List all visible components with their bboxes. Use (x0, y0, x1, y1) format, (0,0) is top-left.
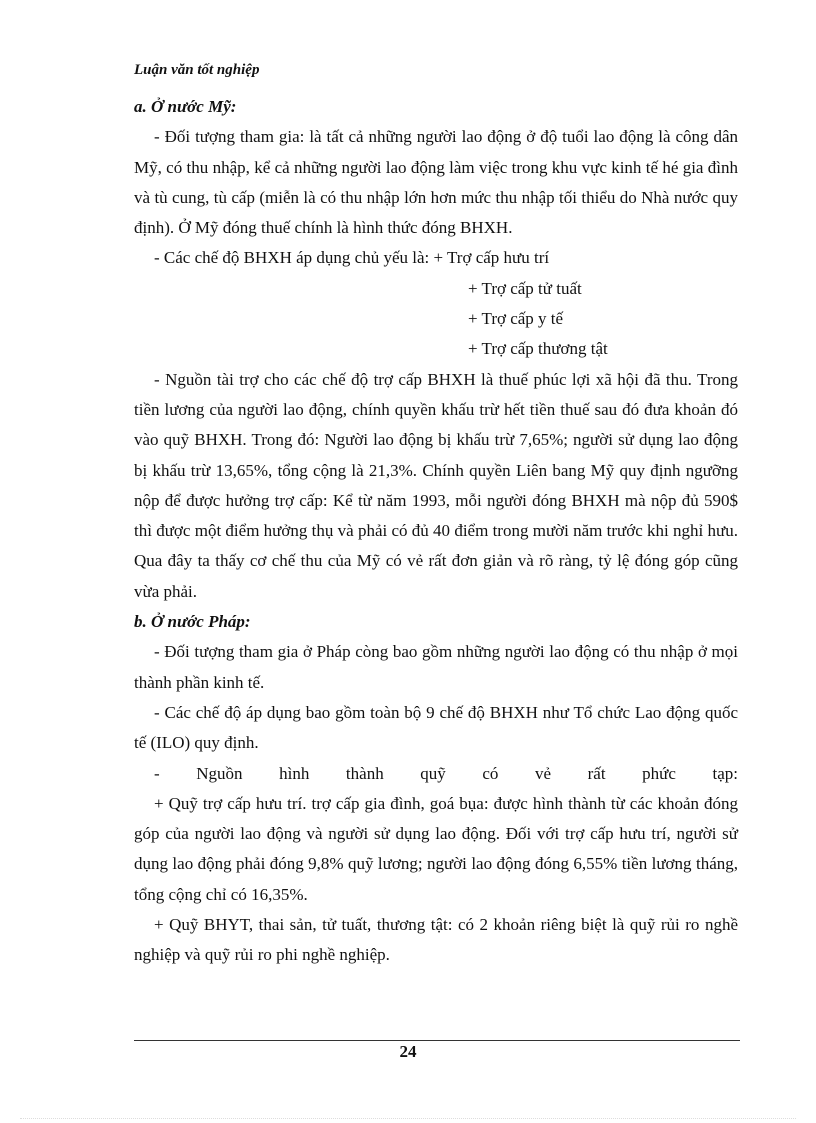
section-b-paragraph-regimes: - Các chế độ áp dụng bao gồm toàn bộ 9 chế độ BHXH như Tổ chức Lao động quốc tế (ILO) quy định. (134, 702, 738, 753)
section-b-heading: b. Ở nước Pháp: (134, 612, 251, 632)
benefit-item: + Trợ cấp tử tuất (468, 278, 582, 298)
section-b-paragraph-pension-fund: + Quỹ trợ cấp hưu trí. trợ cấp gia đình, goá bụa: được hình thành từ các khoản đóng góp của người lao động và người sử dụng lao động. Đối với trợ cấp hưu trí, người sử dụng lao động phải đóng 9,8% quỹ lương; người lao động đóng 6,55% tiền lương tháng, tổng cộng chỉ có 16,35%. (134, 793, 738, 904)
page-bottom-border (20, 1118, 796, 1119)
section-b-paragraph-funding-sources: - Nguồn hình thành quỹ có vẻ rất phức tạp: (154, 763, 738, 783)
benefit-item: + Trợ cấp y tế (468, 309, 564, 329)
section-a-paragraph-funding: - Nguồn tài trợ cho các chế độ trợ cấp BHXH là thuế phúc lợi xã hội đã thu. Trong tiền lương của người lao động, chính quyền khấu trừ hết tiền thuế sau đó đưa khoản đó vào quỹ BHXH. Trong đó: Người lao động bị khấu trừ 7,65%; người sử dụng lao động bị khấu trừ 13,65%, tổng cộng là 21,3%. Chính quyền Liên bang Mỹ quy định ngưỡng nộp để được hưởng trợ cấp: Kể từ năm 1993, mỗi người đóng BHXH mà nộp đủ 590$ thì được một điểm hưởng thụ và phải có đủ 40 điểm trong mười năm trước khi nghỉ hưu. Qua đây ta thấy cơ chế thu của Mỹ có vẻ rất đơn giản và rõ ràng, tỷ lệ đóng góp cũng vừa phải. (134, 369, 738, 601)
document-header: Luận văn tốt nghiệp (134, 62, 260, 78)
document-body (134, 92, 738, 971)
section-a-benefits-lead (134, 243, 738, 273)
section-b-paragraph-participants: - Đối tượng tham gia ở Pháp còng bao gồm những người lao động có thu nhập ở mọi thành phần kinh tế. (134, 642, 738, 692)
page-number: 24 (399, 1042, 417, 1061)
benefit-item: + Trợ cấp thương tật (468, 339, 608, 359)
section-a-paragraph-participants: - Đối tượng tham gia: là tất cả những người lao động ở độ tuổi lao động là công dân Mỹ, có thu nhập, kể cả những người lao động làm việc trong khu vực kinh tế hé gia đình và tù cung, tù cấp (miễn là có thu nhập lớn hơn mức thu nhập tối thiểu do Nhà nước quy định). Ở Mỹ đóng thuế chính là hình thức đóng BHXH. (134, 127, 738, 238)
section-a-heading: a. Ở nước Mỹ: (134, 97, 237, 116)
benefits-lead-text: - Các chế độ BHXH áp dụng chủ yếu là: (154, 248, 434, 268)
benefit-item: + Trợ cấp hưu trí (433, 248, 550, 268)
section-b-paragraph-health-fund: + Quỹ BHYT, thai sản, tử tuất, thương tật: có 2 khoản riêng biệt là quỹ rủi ro nghề nghiệp và quỹ rủi ro phi nghề nghiệp. (134, 915, 738, 965)
